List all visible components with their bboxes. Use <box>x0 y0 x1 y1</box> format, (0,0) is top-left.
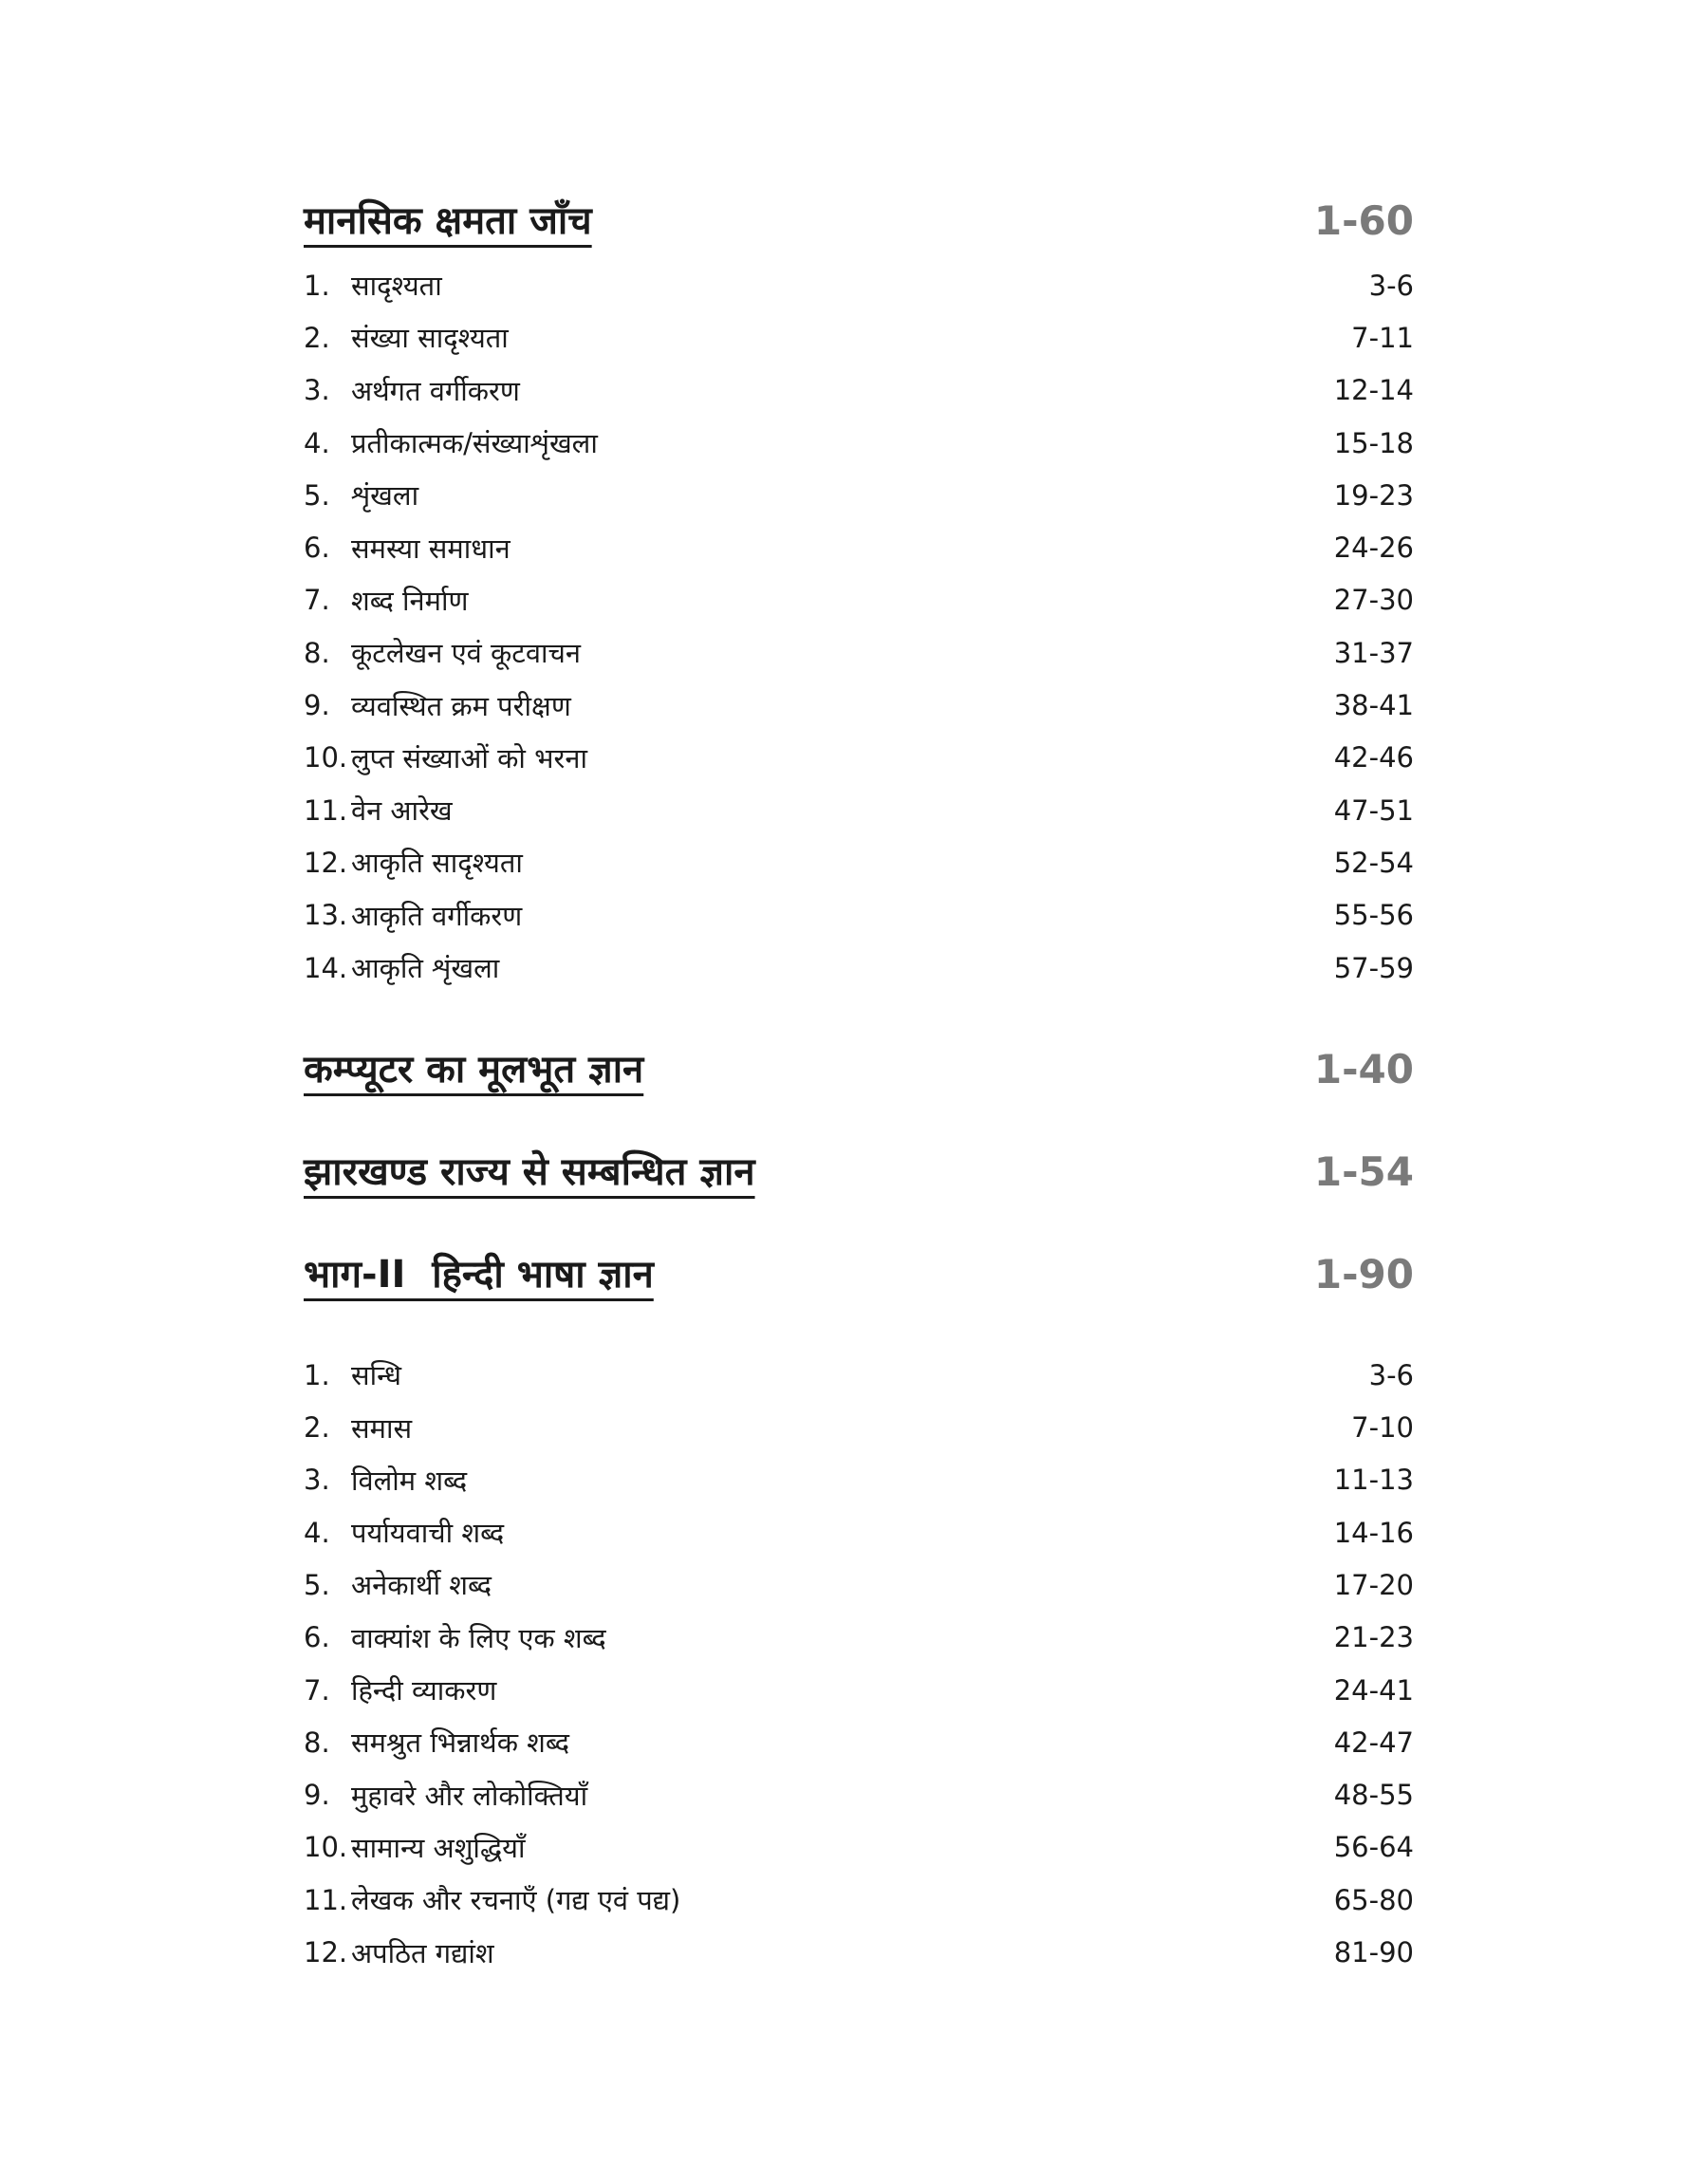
section-title[interactable]: मानसिक क्षमता जाँच <box>304 199 592 243</box>
chapter-title: संख्या सादृश्यता <box>351 322 509 355</box>
chapter-pages: 38-41 <box>1333 689 1414 722</box>
chapter-title: समस्या समाधान <box>351 532 511 565</box>
chapter-list <box>304 259 1414 994</box>
chapter-title: शृंखला <box>351 479 419 513</box>
toc-entry[interactable] <box>304 679 1414 731</box>
chapter-number: 12. <box>304 1936 348 1969</box>
toc-entry[interactable] <box>304 1821 1414 1874</box>
section-page-range: 1-90 <box>1313 1251 1414 1298</box>
chapter-title: लेखक और रचनाएँ (गद्य एवं पद्य) <box>351 1884 681 1917</box>
section-jharkhand-knowledge <box>304 1146 1414 1199</box>
chapter-pages: 81-90 <box>1333 1936 1414 1969</box>
chapter-title: व्यवस्थित क्रम परीक्षण <box>351 689 571 722</box>
toc-entry[interactable] <box>304 942 1414 994</box>
chapter-list <box>304 1349 1414 1979</box>
toc-entry[interactable] <box>304 1874 1414 1926</box>
chapter-title: सन्धि <box>351 1359 401 1392</box>
chapter-number: 10. <box>304 741 348 774</box>
chapter-number: 7. <box>304 1673 330 1707</box>
chapter-title: प्रतीकात्मक/संख्याशृंखला <box>351 427 598 460</box>
section-page-range: 1-54 <box>1313 1148 1414 1196</box>
chapter-number: 8. <box>304 1726 330 1759</box>
chapter-pages: 3-6 <box>1368 269 1414 302</box>
chapter-pages: 7-10 <box>1351 1411 1414 1445</box>
chapter-title: वेन आरेख <box>351 794 453 828</box>
chapter-number: 14. <box>304 951 348 984</box>
chapter-pages: 27-30 <box>1333 584 1414 617</box>
chapter-number: 7. <box>304 584 330 617</box>
chapter-pages: 31-37 <box>1333 636 1414 669</box>
toc-entry[interactable] <box>304 626 1414 679</box>
chapter-pages: 11-13 <box>1333 1464 1414 1497</box>
chapter-number: 4. <box>304 426 330 459</box>
toc-entry[interactable] <box>304 417 1414 469</box>
chapter-number: 10. <box>304 1831 348 1864</box>
chapter-title: अनेकार्थी शब्द <box>351 1569 492 1602</box>
toc-entry[interactable] <box>304 469 1414 521</box>
chapter-pages: 3-6 <box>1368 1358 1414 1391</box>
toc-entry[interactable] <box>304 1716 1414 1768</box>
toc-entry[interactable] <box>304 1506 1414 1558</box>
chapter-title: मुहावरे और लोकोक्तियाँ <box>351 1779 588 1812</box>
chapter-number: 3. <box>304 1464 330 1497</box>
toc-entry[interactable] <box>304 521 1414 573</box>
section-page-range: 1-60 <box>1313 197 1414 244</box>
chapter-number: 13. <box>304 899 348 932</box>
chapter-title: आकृति सादृश्यता <box>351 847 523 880</box>
chapter-title: समास <box>351 1411 413 1445</box>
chapter-pages: 17-20 <box>1333 1568 1414 1601</box>
section-header <box>304 1043 1414 1096</box>
toc-entry[interactable] <box>304 1664 1414 1716</box>
chapter-number: 5. <box>304 1568 330 1601</box>
chapter-number: 11. <box>304 793 348 827</box>
section-computer-knowledge <box>304 1043 1414 1096</box>
toc-entry[interactable] <box>304 311 1414 364</box>
chapter-number: 6. <box>304 1621 330 1654</box>
chapter-pages: 14-16 <box>1333 1516 1414 1549</box>
toc-entry[interactable] <box>304 889 1414 942</box>
section-title[interactable]: झारखण्ड राज्य से सम्बन्धित ज्ञान <box>304 1150 755 1195</box>
chapter-pages: 52-54 <box>1333 846 1414 879</box>
chapter-pages: 42-46 <box>1333 741 1414 774</box>
chapter-number: 3. <box>304 374 330 407</box>
toc-entry[interactable] <box>304 784 1414 836</box>
chapter-number: 9. <box>304 1779 330 1812</box>
chapter-title: हिन्दी व्याकरण <box>351 1674 497 1707</box>
chapter-title: आकृति वर्गीकरण <box>351 899 523 932</box>
toc-entry[interactable] <box>304 732 1414 784</box>
chapter-title: सामान्य अशुद्धियाँ <box>351 1831 526 1864</box>
section-header <box>304 1248 1414 1301</box>
chapter-pages: 19-23 <box>1333 478 1414 512</box>
toc-entry[interactable] <box>304 1454 1414 1506</box>
chapter-title: अपठित गद्यांश <box>351 1936 494 1969</box>
chapter-title: आकृति शृंखला <box>351 952 500 984</box>
chapter-number: 11. <box>304 1883 348 1916</box>
toc-entry[interactable] <box>304 1612 1414 1664</box>
chapter-pages: 7-11 <box>1351 321 1414 354</box>
toc-entry[interactable] <box>304 1401 1414 1453</box>
chapter-pages: 47-51 <box>1333 793 1414 827</box>
chapter-title: शब्द निर्माण <box>351 584 469 617</box>
chapter-number: 1. <box>304 1358 330 1391</box>
chapter-number: 12. <box>304 846 348 879</box>
chapter-title: समश्रुत भिन्नार्थक शब्द <box>351 1726 569 1760</box>
section-title[interactable]: कम्प्यूटर का मूलभूत ज्ञान <box>304 1048 644 1092</box>
chapter-number: 9. <box>304 689 330 722</box>
chapter-pages: 57-59 <box>1333 951 1414 984</box>
chapter-title: सादृश्यता <box>351 270 442 303</box>
toc-entry[interactable] <box>304 1349 1414 1401</box>
chapter-pages: 42-47 <box>1333 1726 1414 1759</box>
chapter-pages: 12-14 <box>1333 374 1414 407</box>
chapter-pages: 21-23 <box>1333 1621 1414 1654</box>
toc-entry[interactable] <box>304 574 1414 626</box>
chapter-pages: 55-56 <box>1333 899 1414 932</box>
chapter-title: अर्थगत वर्गीकरण <box>351 374 520 407</box>
chapter-title: वाक्यांश के लिए एक शब्द <box>351 1621 606 1654</box>
chapter-number: 2. <box>304 321 330 354</box>
chapter-number: 2. <box>304 1411 330 1445</box>
section-header <box>304 195 1414 248</box>
chapter-number: 4. <box>304 1516 330 1549</box>
chapter-title: कूटलेखन एवं कूटवाचन <box>351 637 581 670</box>
chapter-pages: 24-41 <box>1333 1673 1414 1707</box>
section-mental-ability <box>304 195 1414 994</box>
chapter-number: 5. <box>304 478 330 512</box>
chapter-title: पर्यायवाची शब्द <box>351 1517 505 1550</box>
section-title[interactable]: भाग-II हिन्दी भाषा ज्ञान <box>304 1253 654 1297</box>
table-of-contents <box>304 195 1414 1979</box>
chapter-title: लुप्त संख्याओं को भरना <box>351 741 587 774</box>
toc-entry[interactable] <box>304 1558 1414 1611</box>
toc-entry[interactable] <box>304 1769 1414 1821</box>
section-page-range: 1-40 <box>1313 1046 1414 1093</box>
toc-entry[interactable] <box>304 1926 1414 1978</box>
chapter-title: विलोम शब्द <box>351 1464 468 1497</box>
section-hindi-language <box>304 1248 1414 1979</box>
toc-entry[interactable] <box>304 836 1414 888</box>
toc-entry[interactable] <box>304 364 1414 417</box>
chapter-number: 6. <box>304 532 330 565</box>
chapter-pages: 56-64 <box>1333 1831 1414 1864</box>
chapter-pages: 15-18 <box>1333 426 1414 459</box>
chapter-pages: 65-80 <box>1333 1883 1414 1916</box>
toc-entry[interactable] <box>304 259 1414 311</box>
chapter-pages: 24-26 <box>1333 532 1414 565</box>
chapter-number: 1. <box>304 269 330 302</box>
chapter-pages: 48-55 <box>1333 1779 1414 1812</box>
section-header <box>304 1146 1414 1199</box>
chapter-number: 8. <box>304 636 330 669</box>
